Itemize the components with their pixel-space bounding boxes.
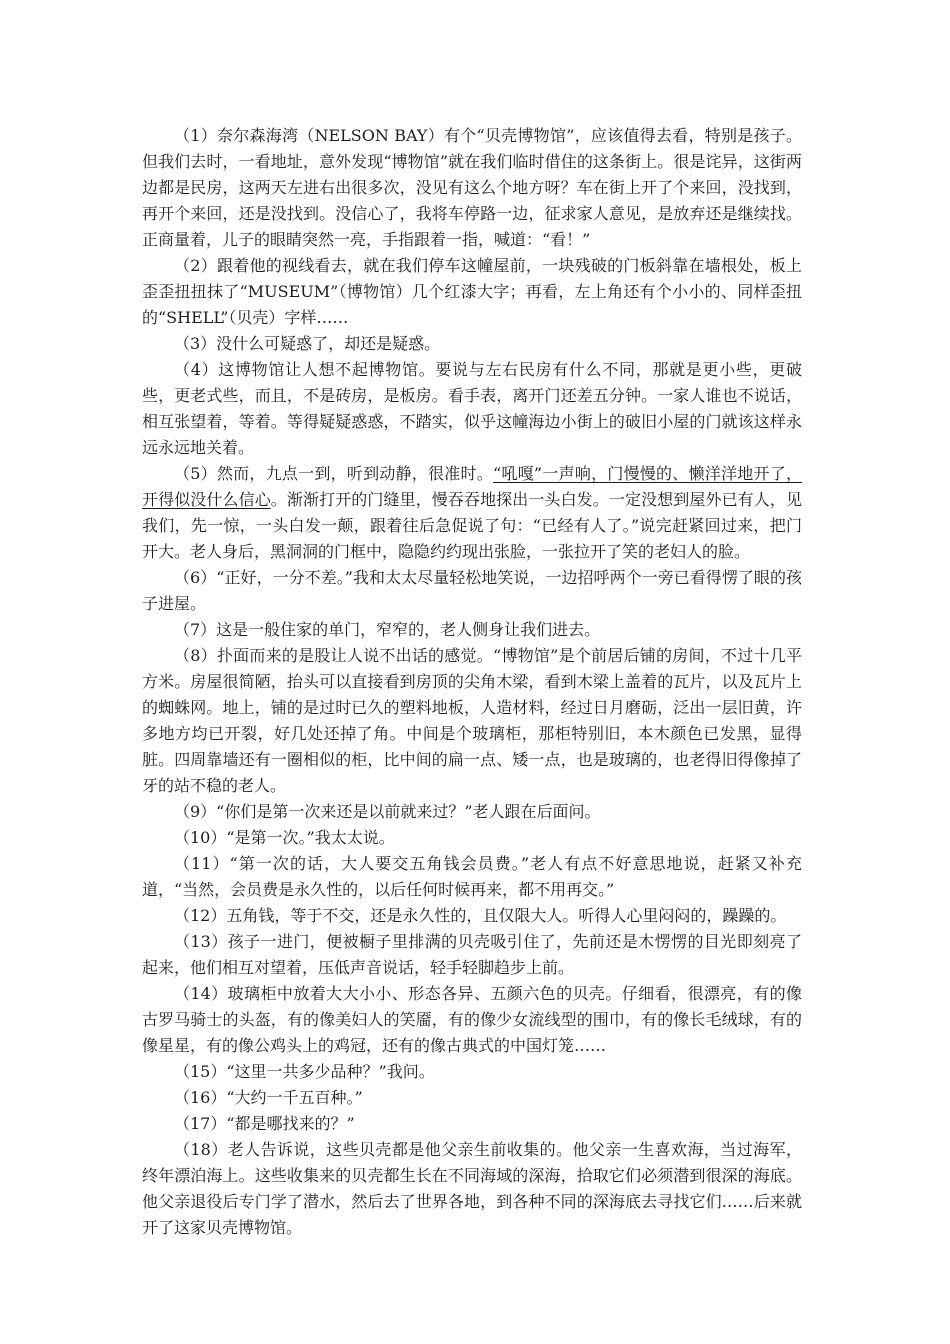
paragraph-10: （10）“是第一次。”我太太说。 <box>174 828 395 847</box>
paragraph-2: （2）跟着他的视线看去，就在我们停车这幢屋前，一块残破的门板斜靠在墙根处，板上歪歪扭扭抹了“MUSEUM”（博物馆）几个红漆大字；再看，左上角还有个小小的、同样歪扭的“SHELL”（贝壳）字样…… <box>142 256 802 327</box>
paragraph-5 <box>142 461 802 565</box>
paragraph-1: （1）奈尔森海湾（NELSON BAY）有个“贝壳博物馆”，应该值得去看，特别是孩子。但我们去时，一看地址，意外发现“博物馆”就在我们临时借住的这条街上。很是诧异，这街两边都是民房，这两天左进右出很多次，没见有这么个地方呀？车在街上开了个来回，没找到，再开个来回，还是没找到。没信心了，我将车停路一边，征求家人意见，是放弃还是继续找。正商量着，儿子的眼睛突然一亮，手指跟着一指，喊道：“看！” <box>142 126 802 249</box>
paragraph-4: （4）这博物馆让人想不起博物馆。要说与左右民房有什么不同，那就是更小些，更破些，更老式些，而且，不是砖房，是板房。看手表，离开门还差五分钟。一家人谁也不说话，相互张望着，等着。等得疑疑惑惑，不踏实，似乎这幢海边小街上的破旧小屋的门就该这样永远永远地关着。 <box>142 360 802 457</box>
paragraph-18: （18）老人告诉说，这些贝壳都是他父亲生前收集的。他父亲一生喜欢海，当过海军，终年漂泊海上。这些收集来的贝壳都生长在不同海域的深海，拾取它们必须潜到很深的海底。他父亲退役后专门学了潜水，然后去了世界各地，到各种不同的深海底去寻找它们……后来就开了这家贝壳博物馆。 <box>142 1140 802 1237</box>
paragraph-5-rest: 。渐渐打开的门缝里，慢吞吞地探出一头白发。一定没想到屋外已有人，见我们，先一惊，一头白发一颠，跟着往后急促说了句：“已经有人了。”说完赶紧回过来，把门开大。老人身后，黑洞洞的门框中，隐隐约约现出张脸，一张拉开了笑的老妇人的脸。 <box>142 490 802 561</box>
paragraph-15: （15）“这里一共多少品种？”我问。 <box>174 1062 435 1081</box>
paragraph-5-lead: （5）然而，九点一到，听到动静，很准时。 <box>174 464 494 483</box>
paragraph-7: （7）这是一般住家的单门，窄窄的，老人侧身让我们进去。 <box>174 620 601 639</box>
article-body <box>142 123 802 1241</box>
paragraph-3: （3）没什么可疑惑了，却还是疑惑。 <box>174 334 441 353</box>
paragraph-9: （9）“你们是第一次来还是以前就来过？”老人跟在后面问。 <box>174 802 601 821</box>
underlined-sentence: “吼嘎”一声响，门慢慢的、懒洋洋地开了，开得似没什么信心 <box>142 464 802 509</box>
paragraph-17: （17）“都是哪找来的？” <box>174 1114 355 1133</box>
paragraph-6: （6）“正好，一分不差。”我和太太尽量轻松地笑说，一边招呼两个一旁已看得愣了眼的孩子进屋。 <box>142 568 802 613</box>
paragraph-13: （13）孩子一进门，便被橱子里排满的贝壳吸引住了，先前还是木愣愣的目光即刻亮了起来，他们相互对望着，压低声音说话，轻手轻脚趋步上前。 <box>142 932 802 977</box>
paragraph-14: （14）玻璃柜中放着大大小小、形态各异、五颜六色的贝壳。仔细看，很漂亮，有的像古罗马骑士的头盔，有的像美妇人的笑靥，有的像少女流线型的围巾，有的像长毛绒球，有的像星星，有的像公鸡头上的鸡冠，还有的像古典式的中国灯笼…… <box>142 984 802 1055</box>
paragraph-8: （8）扑面而来的是股让人说不出话的感觉。“博物馆”是个前居后铺的房间，不过十几平方米。房屋很简陋，抬头可以直接看到房顶的尖角木梁，看到木梁上盖着的瓦片，以及瓦片上的蜘蛛网。地上，铺的是过时已久的塑料地板，人造材料，经过日月磨砺，泛出一层旧黄，许多地方均已开裂，好几处还掉了角。中间是个玻璃柜，那柜特别旧，本木颜色已发黑，显得脏。四周靠墙还有一圈相似的柜，比中间的扁一点、矮一点，也是玻璃的，也老得旧得像掉了牙的站不稳的老人。 <box>142 646 802 795</box>
paragraph-12: （12）五角钱，等于不交，还是永久性的，且仅限大人。听得人心里闷闷的，躁躁的。 <box>174 906 787 925</box>
paragraph-11: （11）“第一次的话，大人要交五角钱会员费。”老人有点不好意思地说，赶紧又补充道，“当然，会员费是永久性的，以后任何时候再来，都不用再交。” <box>142 854 802 899</box>
paragraph-16: （16）“大约一千五百种。” <box>174 1088 363 1107</box>
